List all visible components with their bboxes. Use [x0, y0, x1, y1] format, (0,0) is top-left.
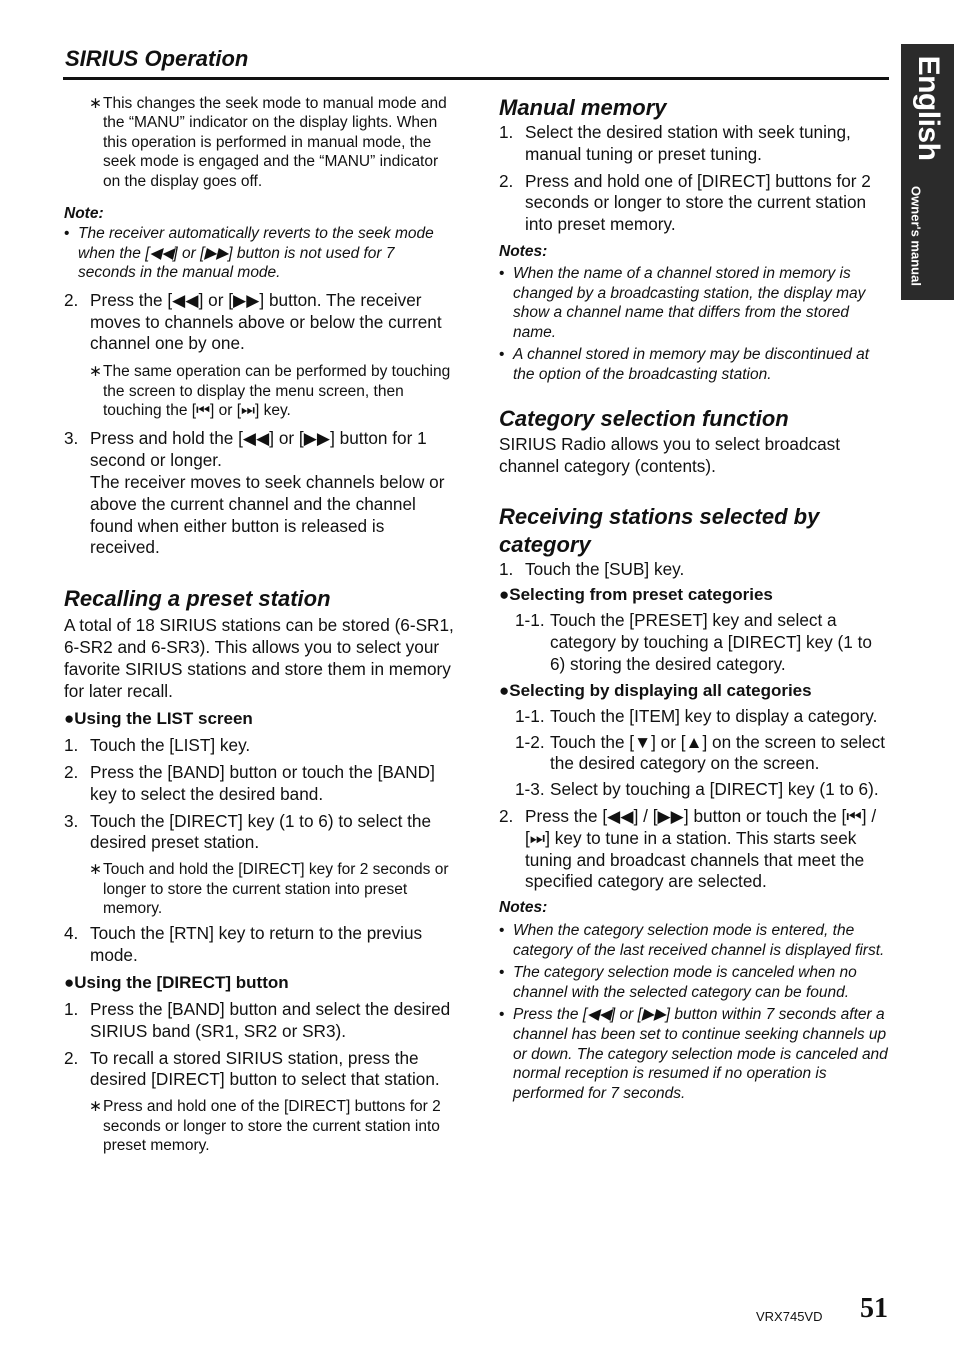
- step-item: 1. Select the desired station with seek tuning, manual tuning or preset tuning.: [499, 122, 851, 164]
- section-title: SIRIUS Operation: [65, 46, 249, 71]
- language-label: English: [911, 55, 945, 161]
- manual-tab: [901, 172, 931, 300]
- right-column: [499, 94, 891, 1103]
- heading-receiving-by-category: Receiving stations selected by category: [499, 503, 820, 557]
- manual-label: Owner's manual: [908, 186, 924, 286]
- note-item: • When the category selection mode is entered, the category of the last received channel is displayed first.: [499, 922, 885, 959]
- heading-manual-memory: Manual memory: [499, 95, 667, 120]
- note-item: • Press the [◀◀] or [▶▶] button within 7 seconds after a channel has been set to continue seeking channels up or down. The category selection mode is canceled and normal reception is resumed if no operation is performed for 7 seconds.: [499, 1006, 888, 1102]
- step-item: 2. Press the [◀◀] or [▶▶] button. The receiver moves to channels above or below the current channel one by one.: [64, 289, 442, 354]
- paragraph: A total of 18 SIRIUS stations can be stored (6-SR1, 6-SR2 and 6-SR3). This allows you to select your favorite SIRIUS stations and store them in memory for later recall.: [64, 615, 454, 702]
- language-tab: [901, 52, 954, 164]
- bullet-heading: ●Using the [DIRECT] button: [64, 973, 289, 992]
- page-number: 51: [860, 1293, 888, 1324]
- step-item: 2. To recall a stored SIRIUS station, press the desired [DIRECT] button to select that station.: [64, 1047, 440, 1090]
- asterisk-note: ∗ The same operation can be performed by touching the screen to display the menu screen, then touching the [⏮] or [⏭] key.: [89, 363, 451, 420]
- asterisk-note: ∗ Press and hold one of the [DIRECT] buttons for 2 seconds or longer to store the current station into preset memory.: [89, 1098, 441, 1154]
- paragraph: SIRIUS Radio allows you to select broadcast channel category (contents).: [499, 433, 841, 476]
- bullet-heading: ●Using the LIST screen: [64, 709, 253, 729]
- model-number: VRX745VD: [756, 1309, 823, 1324]
- note-heading: Note:: [64, 205, 104, 223]
- left-column: [64, 94, 456, 1155]
- step-item: 1. Touch the [LIST] key.: [64, 735, 251, 756]
- step-item: 3. Press and hold the [◀◀] or [▶▶] button for 1 second or longer. The receiver moves to seek channels below or above the current channel and the channel found when either button is released is received.: [64, 428, 445, 558]
- step-item: 1. Touch the [SUB] key.: [499, 558, 685, 579]
- asterisk-note: ∗ Touch and hold the [DIRECT] key for 2 seconds or longer to store the current station into preset memory.: [89, 861, 449, 917]
- asterisk-note: ∗ This changes the seek mode to manual mode and the “MANU” indicator on the display lights. When this operation is performed in manual mode, the seek mode is engaged and the “MANU” indicator on the display goes off.: [89, 95, 447, 190]
- note-item: • The category selection mode is canceled when no channel with the selected category can be found.: [499, 964, 857, 1001]
- bullet-heading: ●Selecting by displaying all categories: [499, 680, 812, 700]
- bullet-heading: ●Selecting from preset categories: [499, 585, 773, 605]
- substep-item: 1-1. Touch the [ITEM] key to display a category.: [515, 705, 878, 726]
- note-item: • A channel stored in memory may be discontinued at the option of the broadcasting station.: [499, 346, 870, 383]
- note-item: • When the name of a channel stored in memory is changed by a broadcasting station, the display may show a channel name that differs from the stored name.: [499, 264, 866, 341]
- notes-heading: Notes:: [499, 899, 548, 917]
- step-item: 4. Touch the [RTN] key to return to the previus mode.: [64, 923, 423, 966]
- step-item: 1. Press the [BAND] button and select the desired SIRIUS band (SR1, SR2 or SR3).: [64, 999, 451, 1041]
- substep-item: 1-2. Touch the [▼] or [▲] on the screen to select the desired category on the screen.: [515, 731, 885, 774]
- heading-category-selection: Category selection function: [499, 405, 789, 431]
- note-item: • The receiver automatically reverts to the seek mode when the [◀◀] or [▶▶] button is not used for 7 seconds in the manual mode.: [64, 225, 434, 282]
- substep-item: 1-1. Touch the [PRESET] key and select a category by touching a [DIRECT] key (1 to 6) storing the desired category.: [515, 610, 872, 674]
- step-item: 2. Press the [◀◀] / [▶▶] button or touch the [⏮] / [⏭] key to tune in a station. This starts seek tuning and broadcast channels that meet the specified category are selected.: [499, 805, 877, 892]
- header-rule: [63, 77, 889, 80]
- notes-heading: Notes:: [499, 242, 548, 260]
- heading-recall-preset: Recalling a preset station: [64, 586, 331, 612]
- step-item: 2. Press and hold one of [DIRECT] buttons for 2 seconds or longer to store the current station into preset memory.: [499, 170, 871, 235]
- step-item: 2. Press the [BAND] button or touch the [BAND] key to select the desired band.: [64, 762, 435, 804]
- step-item: 3. Touch the [DIRECT] key (1 to 6) to select the desired preset station.: [64, 810, 432, 853]
- substep-item: 1-3. Select by touching a [DIRECT] key (1 to 6).: [515, 779, 879, 800]
